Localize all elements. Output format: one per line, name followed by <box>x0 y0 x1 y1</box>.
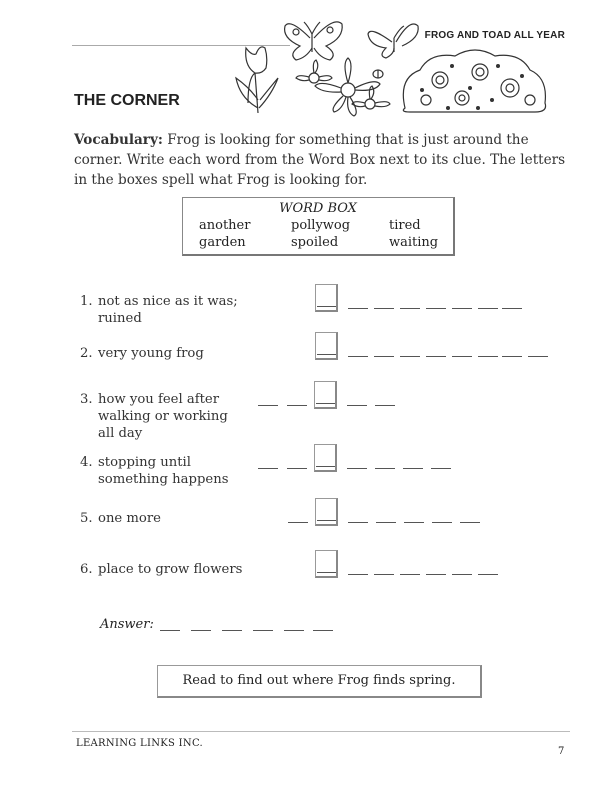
answer-blanks-5[interactable] <box>288 497 498 523</box>
word-box-word: spoiled <box>291 235 339 250</box>
clue-text: ruined <box>98 311 142 326</box>
clue-text: walking or working <box>98 409 228 424</box>
publisher-name: LEARNING LINKS INC. <box>76 738 204 749</box>
reading-instruction: Read to find out where Frog finds spring. <box>157 665 482 698</box>
answer-blanks-2[interactable] <box>318 331 558 357</box>
letter-box[interactable] <box>315 550 338 578</box>
section-title: THE CORNER <box>74 92 180 109</box>
clue-text: stopping until <box>98 455 191 470</box>
letter-box[interactable] <box>314 444 337 472</box>
series-title: FROG AND TOAD ALL YEAR <box>424 30 565 41</box>
clue-number: 4. <box>80 455 93 470</box>
word-box-title: WORD BOX <box>279 201 357 216</box>
clue-number: 1. <box>80 294 93 309</box>
word-box-word: tired <box>389 218 421 233</box>
answer-blanks-4[interactable] <box>258 443 468 469</box>
answer-label: Answer: <box>100 617 154 632</box>
answer-blanks-3[interactable] <box>258 380 408 406</box>
word-box-word: waiting <box>389 235 439 250</box>
clue-text: very young frog <box>98 346 204 361</box>
vocabulary-label: Vocabulary: <box>74 132 163 148</box>
letter-box[interactable] <box>315 332 338 360</box>
clue-text: place to grow flowers <box>98 562 243 577</box>
clue-number: 6. <box>80 562 93 577</box>
final-answer-blanks[interactable] <box>160 605 340 631</box>
word-box-word: another <box>199 218 251 233</box>
page-number: 7 <box>558 746 565 757</box>
answer-blanks-1[interactable] <box>318 283 528 309</box>
clue-6 <box>80 561 242 578</box>
vocabulary-text: Frog is looking for something that is just around the corner. Write each word from the Word Box next to its clue. The letters in the boxes spell what Frog is looking for. <box>74 132 566 188</box>
clue-text: all day <box>98 426 143 441</box>
answer-blanks-6[interactable] <box>318 549 498 575</box>
clue-4 <box>80 454 228 488</box>
bottom-divider <box>72 731 570 732</box>
clue-number: 2. <box>80 346 93 361</box>
word-box <box>182 197 455 256</box>
garden-illustration <box>230 8 565 118</box>
clue-number: 3. <box>80 392 93 407</box>
letter-box[interactable] <box>315 284 338 312</box>
letter-box[interactable] <box>314 381 337 409</box>
clue-text: one more <box>98 511 161 526</box>
clue-text: something happens <box>98 472 229 487</box>
clue-5 <box>80 510 161 527</box>
clue-1 <box>80 293 238 327</box>
vocabulary-instructions <box>74 130 574 190</box>
word-box-word: garden <box>199 235 246 250</box>
clue-text: how you feel after <box>98 392 220 407</box>
clue-number: 5. <box>80 511 93 526</box>
clue-text: not as nice as it was; <box>98 294 238 309</box>
word-box-word: pollywog <box>291 218 351 233</box>
letter-box[interactable] <box>315 498 338 526</box>
clue-2 <box>80 345 204 362</box>
clue-3 <box>80 391 228 442</box>
